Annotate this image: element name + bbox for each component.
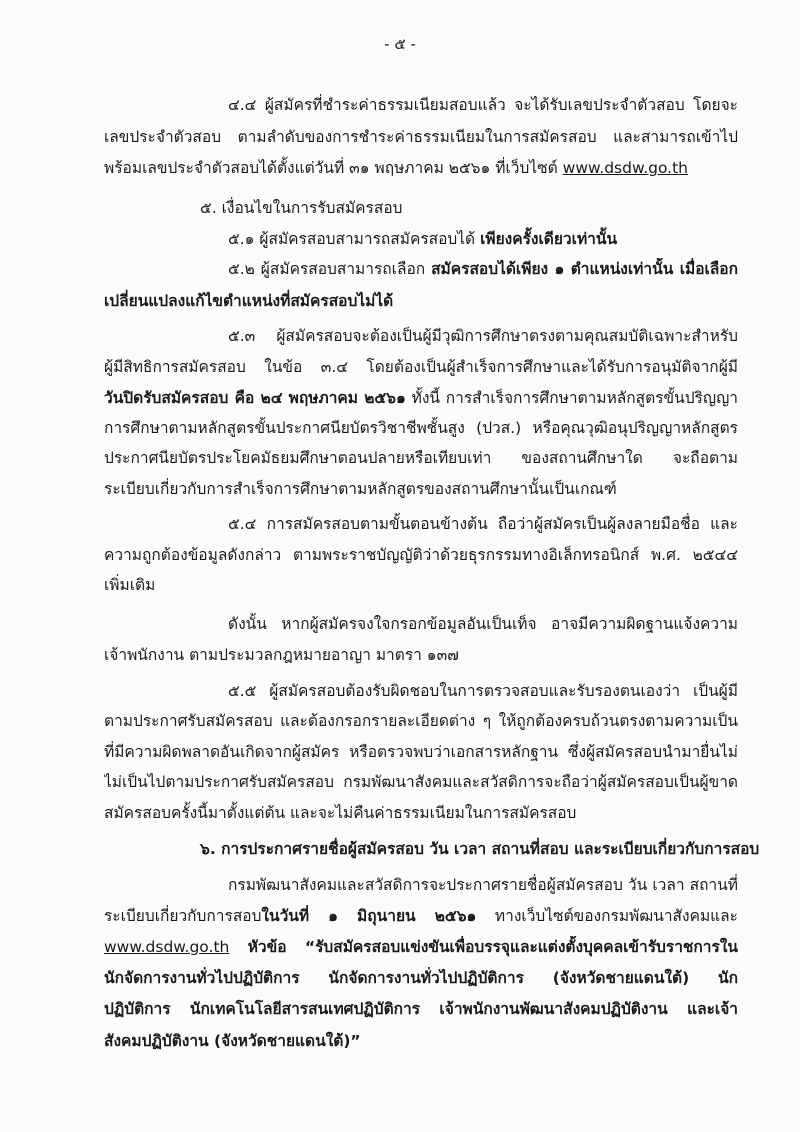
- bold-text: หัวข้อ “รับสมัครสอบแข่งขันเพื่อบรรจุและแต่งตั้งบุคคลเข้ารับราชการใน: [247, 938, 738, 956]
- text-line: [104, 228, 738, 250]
- website-link[interactable]: www.dsdw.go.th: [104, 938, 230, 956]
- text-segment: ตามประกาศรับสมัครสอบ และต้องกรอกรายละเอียดต่าง ๆ ให้ถูกต้องครบถ้วนตรงตามความเป็น: [104, 712, 738, 730]
- text-segment: ๔.๔ ผู้สมัครที่ชำระค่าธรรมเนียมสอบแล้ว จะได้รับเลขประจำตัวสอบ โดยจะ: [228, 96, 738, 114]
- text-line: [104, 741, 738, 763]
- text-line: [104, 1030, 738, 1052]
- text-segment: สมัครสอบครั้งนี้มาตั้งแต่ต้น และจะไม่คืนค่าธรรมเนียมในการสมัครสอบ: [104, 804, 577, 822]
- text-segment: ระเบียบเกี่ยวกับการสอบ: [104, 907, 262, 925]
- text-line: [104, 356, 738, 378]
- text-line: [104, 258, 738, 280]
- text-line: [104, 936, 738, 958]
- text-segment: ดังนั้น หากผู้สมัครจงใจกรอกข้อมูลอันเป็นเท็จ อาจมีความผิดฐานแจ้งความ: [228, 615, 738, 633]
- text-segment: ๕.๕ ผู้สมัครสอบต้องรับผิดชอบในการตรวจสอบและรับรองตนเองว่า เป็นผู้มี: [228, 682, 738, 700]
- text-line: [104, 126, 738, 148]
- text-line: [104, 771, 738, 793]
- text-line: [104, 998, 738, 1020]
- text-line: [104, 644, 738, 666]
- bold-text: สังคมปฏิบัติงาน (จังหวัดชายแดนใต้)”: [104, 1032, 361, 1050]
- text-segment: ทั้งนี้ การสำเร็จการศึกษาตามหลักสูตรขั้นปริญญา: [411, 389, 738, 407]
- text-segment: ที่มีความผิดพลาดอันเกิดจากผู้สมัคร หรือตรวจพบว่าเอกสารหลักฐาน ซึ่งผู้สมัครสอบนำมายื่นไม่: [104, 743, 738, 761]
- text-segment: ๕.๓ ผู้สมัครสอบจะต้องเป็นผู้มีวุฒิการศึกษาตรงตามคุณสมบัติเฉพาะสำหรับ: [228, 327, 738, 345]
- text-line: [104, 802, 738, 824]
- bold-text: ในวันที่ ๑ มิถุนายน ๒๕๖๑: [261, 907, 477, 925]
- text-line: [104, 613, 738, 635]
- text-segment: เพิ่มเติม: [104, 576, 156, 594]
- text-segment: ทางเว็บไซต์ของกรมพัฒนาสังคมและ: [494, 907, 738, 925]
- text-line: [104, 157, 738, 179]
- text-segment: เจ้าพนักงาน ตามประมวลกฎหมายอาญา มาตรา ๑๓๗: [104, 646, 459, 664]
- text-line: [104, 290, 738, 312]
- text-segment: การศึกษาตามหลักสูตรขั้นประกาศนียบัตรวิชาชีพชั้นสูง (ปวส.) หรือคุณวุฒิอนุปริญญาหลักสูตร: [104, 419, 738, 437]
- text-segment: กรมพัฒนาสังคมและสวัสดิการจะประกาศรายชื่อผู้สมัครสอบ วัน เวลา สถานที่: [228, 876, 738, 894]
- text-line: [104, 967, 738, 989]
- text-segment: เลขประจำตัวสอบ ตามลำดับของการชำระค่าธรรมเนียมในการสมัครสอบ และสามารถเข้าไป: [104, 128, 738, 146]
- text-line: [104, 94, 738, 116]
- text-line: [104, 574, 738, 596]
- text-segment: ๕.๔ การสมัครสอบตามขั้นตอนข้างต้น ถือว่าผู้สมัครเป็นผู้ลงลายมือชื่อ และ: [228, 515, 738, 533]
- bold-text: นักจัดการงานทั่วไปปฏิบัติการ นักจัดการงานทั่วไปปฏิบัติการ (จังหวัดชายแดนใต้) นัก: [104, 969, 738, 987]
- text-line: [104, 710, 738, 732]
- page-number: - ๕ -: [384, 35, 416, 53]
- text-segment: ไม่เป็นไปตามประกาศรับสมัครสอบ กรมพัฒนาสังคมและสวัสดิการจะถือว่าผู้สมัครสอบเป็นผู้ขาด: [104, 773, 738, 791]
- text-line: [104, 544, 738, 566]
- text-line: [104, 838, 760, 860]
- text-line: [104, 478, 738, 500]
- bold-text: เปลี่ยนแปลงแก้ไขตำแหน่งที่สมัครสอบไม่ได้: [104, 292, 394, 310]
- text-line: [104, 387, 738, 409]
- text-segment: ๕. เงื่อนไขในการรับสมัครสอบ: [200, 199, 403, 217]
- bold-text: ๖. การประกาศรายชื่อผู้สมัครสอบ วัน เวลา สถานที่สอบ และระเบียบเกี่ยวกับการสอบ: [200, 840, 760, 858]
- text-line: [104, 680, 738, 702]
- bold-text: สมัครสอบได้เพียง ๑ ตำแหน่งเท่านั้น เมื่อเลือก: [431, 260, 738, 278]
- website-link[interactable]: www.dsdw.go.th: [562, 159, 689, 177]
- text-line: [104, 905, 738, 927]
- text-segment: ระเบียบเกี่ยวกับการสำเร็จการศึกษาตามหลักสูตรของสถานศึกษานั้นเป็นเกณฑ์: [104, 480, 617, 498]
- text-line: [104, 197, 738, 219]
- text-line: [104, 874, 738, 896]
- text-segment: ความถูกต้องข้อมูลดังกล่าว ตามพระราชบัญญัติว่าด้วยธุรกรรมทางอิเล็กทรอนิกส์ พ.ศ. ๒๕๔๔: [104, 546, 738, 564]
- text-line: [104, 513, 738, 535]
- text-line: [104, 325, 738, 347]
- bold-text: ปฏิบัติการ นักเทคโนโลยีสารสนเทศปฏิบัติการ เจ้าพนักงานพัฒนาสังคมปฏิบัติงาน และเจ้า: [104, 1000, 738, 1018]
- text-line: [104, 447, 738, 469]
- text-segment: ๕.๑ ผู้สมัครสอบสามารถสมัครสอบได้: [228, 230, 481, 248]
- bold-text: เพียงครั้งเดียวเท่านั้น: [480, 230, 618, 248]
- bold-text: วันปิดรับสมัครสอบ คือ ๒๔ พฤษภาคม ๒๕๖๑: [104, 389, 406, 407]
- text-segment: พร้อมเลขประจำตัวสอบได้ตั้งแต่วันที่ ๓๑ พฤษภาคม ๒๕๖๑ ที่เว็บไซต์: [104, 159, 563, 177]
- text-segment: ๕.๒ ผู้สมัครสอบสามารถเลือก: [228, 260, 432, 278]
- text-segment: ผู้มีสิทธิการสมัครสอบ ในข้อ ๓.๔ โดยต้องเป็นผู้สำเร็จการศึกษาและได้รับการอนุมัติจากผู้มี: [104, 358, 738, 376]
- text-line: [104, 417, 738, 439]
- text-segment: ประกาศนียบัตรประโยคมัธยมศึกษาตอนปลายหรือเทียบเท่า ของสถานศึกษาใด จะถือตาม: [104, 449, 738, 467]
